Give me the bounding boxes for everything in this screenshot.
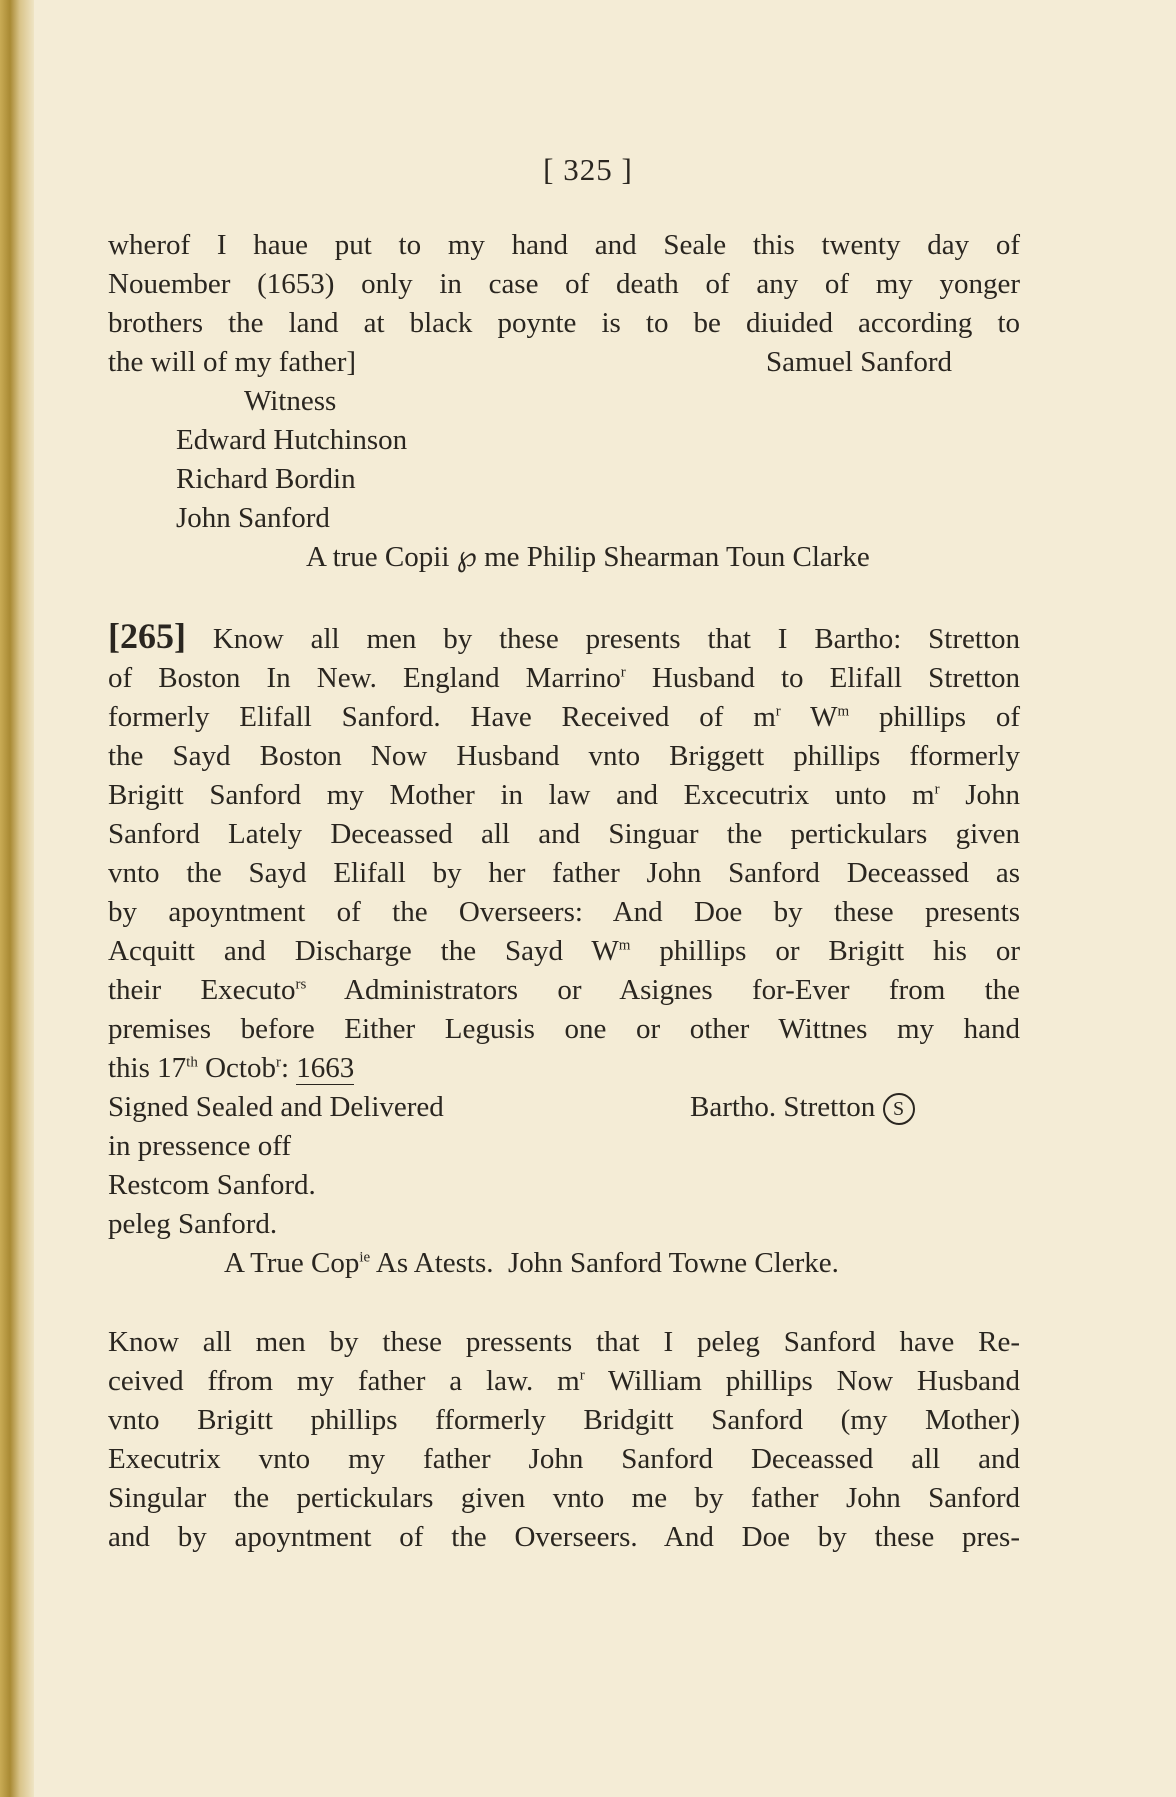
entry2-line-10 [108,971,1020,1009]
superscript: m [837,703,850,720]
entry2-first-line: Know all men by these presents that I Bartho: Stretton [212,623,1021,655]
entry2-line-5-b: John [965,779,1020,811]
entry2-line-3 [108,698,1020,736]
entry2-attest-c: John Sanford Towne Clerke. [508,1247,839,1279]
entry1-line-3: brothers the land at black poynte is to be diuided according to [108,307,1020,339]
entry2-line-8: by apoyntment of the Overseers: And Doe by these presents [108,896,1020,928]
entry1-witness-3: John Sanford [176,502,330,534]
superscript: r [620,664,626,681]
entry2-line-9-b: phillips or Brigitt his or [659,935,1021,967]
entry-number: [265] [108,616,186,656]
entry2-date-line [108,1049,354,1087]
date-month: Octob [205,1052,276,1084]
superscript: rs [295,976,307,993]
entry2-attestation [224,1244,839,1282]
superscript: r [275,1054,281,1071]
entry3-line-6: and by apoyntment of the Overseers. And Doe by these pres- [108,1521,1020,1553]
entry3-line-2-b: William phillips Now Husband [608,1365,1021,1397]
entry1-line-4: the will of my father] [108,346,357,378]
superscript: r [934,781,940,798]
entry2-line-4: the Sayd Boston Now Husband vnto Briggett phillips fformerly [108,740,1020,772]
entry2-line-10-a: their Executo [108,974,296,1006]
entry3-line-2 [108,1362,1020,1400]
superscript: r [775,703,781,720]
entry2-witness-1: Restcom Sanford. [108,1169,316,1201]
entry2-signer: Bartho. Stretton [690,1091,876,1123]
entry2-presence: in pressence off [108,1130,292,1162]
entry1-line-1: wherof I haue put to my hand and Seale this twenty day of [108,229,1020,261]
entry2-line-9 [108,932,1020,970]
entry2-line-1 [108,617,1020,658]
seal-icon: S [883,1093,915,1125]
entry3-line-1: Know all men by these pressents that I peleg Sanford have Re- [108,1326,1020,1358]
date-day: this 17 [108,1052,187,1084]
superscript: r [579,1367,585,1384]
entry2-line-3-a: formerly Elifall Sanford. Have Received of m [108,701,776,733]
entry1-witness-1: Edward Hutchinson [176,424,408,456]
entry1-attest-pre: A true Copii [306,541,450,573]
entry3-line-3: vnto Brigitt phillips fformerly Bridgitt Sanford (my Mother) [108,1404,1020,1436]
entry2-line-6: Sanford Lately Deceassed all and Singuar the pertickulars given [108,818,1020,850]
entry1-attestation [306,538,870,576]
entry1-signer: Samuel Sanford [766,346,953,378]
entry2-witness-2: peleg Sanford. [108,1208,278,1240]
entry2-line-7: vnto the Sayd Elifall by her father John Sanford Deceassed as [108,857,1020,889]
page-number: [ 325 ] [543,152,633,187]
entry2-signature [690,1088,915,1126]
entry1-line-2: Nouember (1653) only in case of death of any of my yonger [108,268,1020,300]
entry2-line-3-b: W [810,701,838,733]
per-symbol-icon: ℘ [456,541,477,573]
entry2-line-2 [108,659,1020,697]
entry2-line-5 [108,776,1020,814]
entry2-line-2-text: of Boston In New. England Marrino [108,662,621,694]
entry2-line-5-a: Brigitt Sanford my Mother in law and Excecutrix unto m [108,779,935,811]
entry2-line-2-rest: Husband to Elifall Stretton [651,662,1021,694]
entry2-line-9-a: Acquitt and Discharge the Sayd W [108,935,619,967]
superscript: m [618,937,631,954]
entry2-signed-line: Signed Sealed and Delivered [108,1091,444,1123]
book-spine-edge [0,0,34,1797]
entry2-line-3-c: phillips of [879,701,1021,733]
entry2-line-10-b: Administrators or Asignes for-Ever from the [344,974,1020,1006]
entry1-witness-heading: Witness [244,385,337,417]
entry1-witness-2: Richard Bordin [176,463,356,495]
entry3-line-4: Executrix vnto my father John Sanford Deceassed all and [108,1443,1020,1475]
entry3-line-2-a: ceived ffrom my father a law. m [108,1365,580,1397]
date-colon: : [280,1052,290,1084]
entry3-line-5: Singular the pertickulars given vnto me by father John Sanford [108,1482,1020,1514]
superscript: ie [359,1249,371,1266]
entry2-line-11: premises before Either Legusis one or other Wittnes my hand [108,1013,1020,1045]
superscript: th [186,1054,198,1071]
entry1-attest-post: me Philip Shearman Toun Clarke [484,541,870,573]
entry2-attest-a: A True Cop [224,1247,360,1279]
date-year: 1663 [296,1052,355,1084]
entry2-attest-b: As Atests. [375,1247,494,1279]
